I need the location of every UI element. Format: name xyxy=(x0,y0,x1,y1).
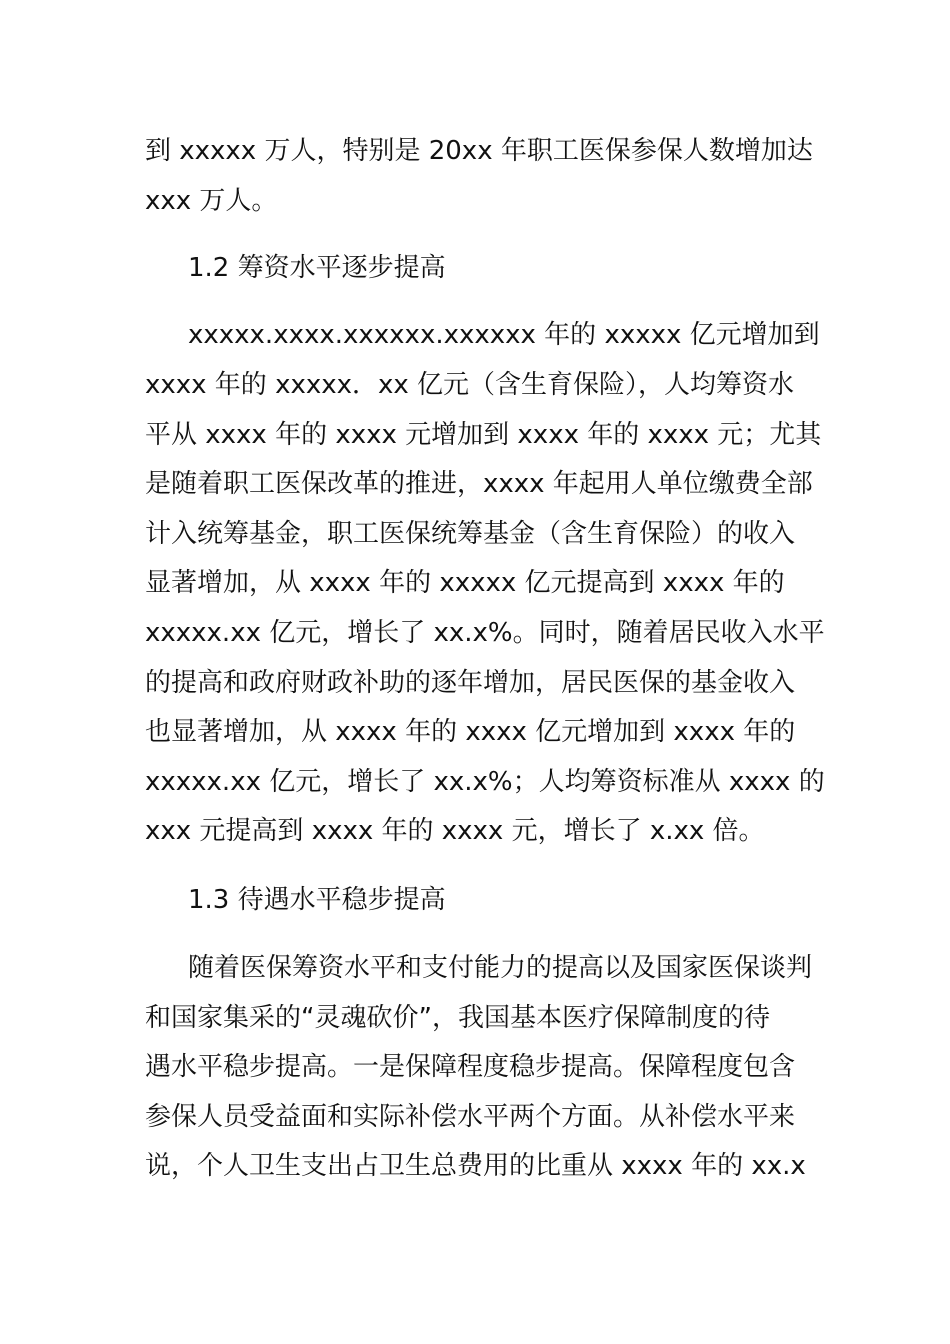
paragraph-line: xxxxx.xx 亿元，增长了 xx.x%。同时，随着居民收入水平 xyxy=(145,618,825,648)
paragraph-line: 也显著增加，从 xxxx 年的 xxxx 亿元增加到 xxxx 年的 xyxy=(145,717,796,747)
section-heading: 1.3 待遇水平稳步提高 xyxy=(188,885,446,915)
paragraph-line: xxx 万人。 xyxy=(145,186,278,216)
paragraph-line: 计入统筹基金，职工医保统筹基金（含生育保险）的收入 xyxy=(145,519,796,549)
paragraph-line: 到 xxxxx 万人，特别是 20xx 年职工医保参保人数增加达 xyxy=(145,136,813,166)
paragraph-line: 遇水平稳步提高。一是保障程度稳步提高。保障程度包含 xyxy=(145,1052,796,1082)
paragraph-line: 平从 xxxx 年的 xxxx 元增加到 xxxx 年的 xxxx 元；尤其 xyxy=(145,420,822,450)
section-heading: 1.2 筹资水平逐步提高 xyxy=(188,253,446,283)
paragraph-line: 说，个人卫生支出占卫生总费用的比重从 xxxx 年的 xx.x xyxy=(145,1151,806,1181)
paragraph-line: 随着医保筹资水平和支付能力的提高以及国家医保谈判 xyxy=(188,953,813,983)
paragraph-line: xxxxx.xx 亿元，增长了 xx.x%；人均筹资标准从 xxxx 的 xyxy=(145,767,825,797)
paragraph-line: xxxxx.xxxx.xxxxxx.xxxxxx 年的 xxxxx 亿元增加到 xyxy=(188,320,820,350)
paragraph-line: 是随着职工医保改革的推进，xxxx 年起用人单位缴费全部 xyxy=(145,469,813,499)
paragraph-line: 参保人员受益面和实际补偿水平两个方面。从补偿水平来 xyxy=(145,1102,796,1132)
paragraph-line: 的提高和政府财政补助的逐年增加，居民医保的基金收入 xyxy=(145,668,796,698)
paragraph-line: 显著增加，从 xxxx 年的 xxxxx 亿元提高到 xxxx 年的 xyxy=(145,568,785,598)
paragraph-line: xxx 元提高到 xxxx 年的 xxxx 元，增长了 x.xx 倍。 xyxy=(145,816,765,846)
paragraph-line: 和国家集采的“灵魂砍价”，我国基本医疗保障制度的待 xyxy=(145,1003,770,1033)
paragraph-line: xxxx 年的 xxxxx．xx 亿元（含生育保险），人均筹资水 xyxy=(145,370,795,400)
